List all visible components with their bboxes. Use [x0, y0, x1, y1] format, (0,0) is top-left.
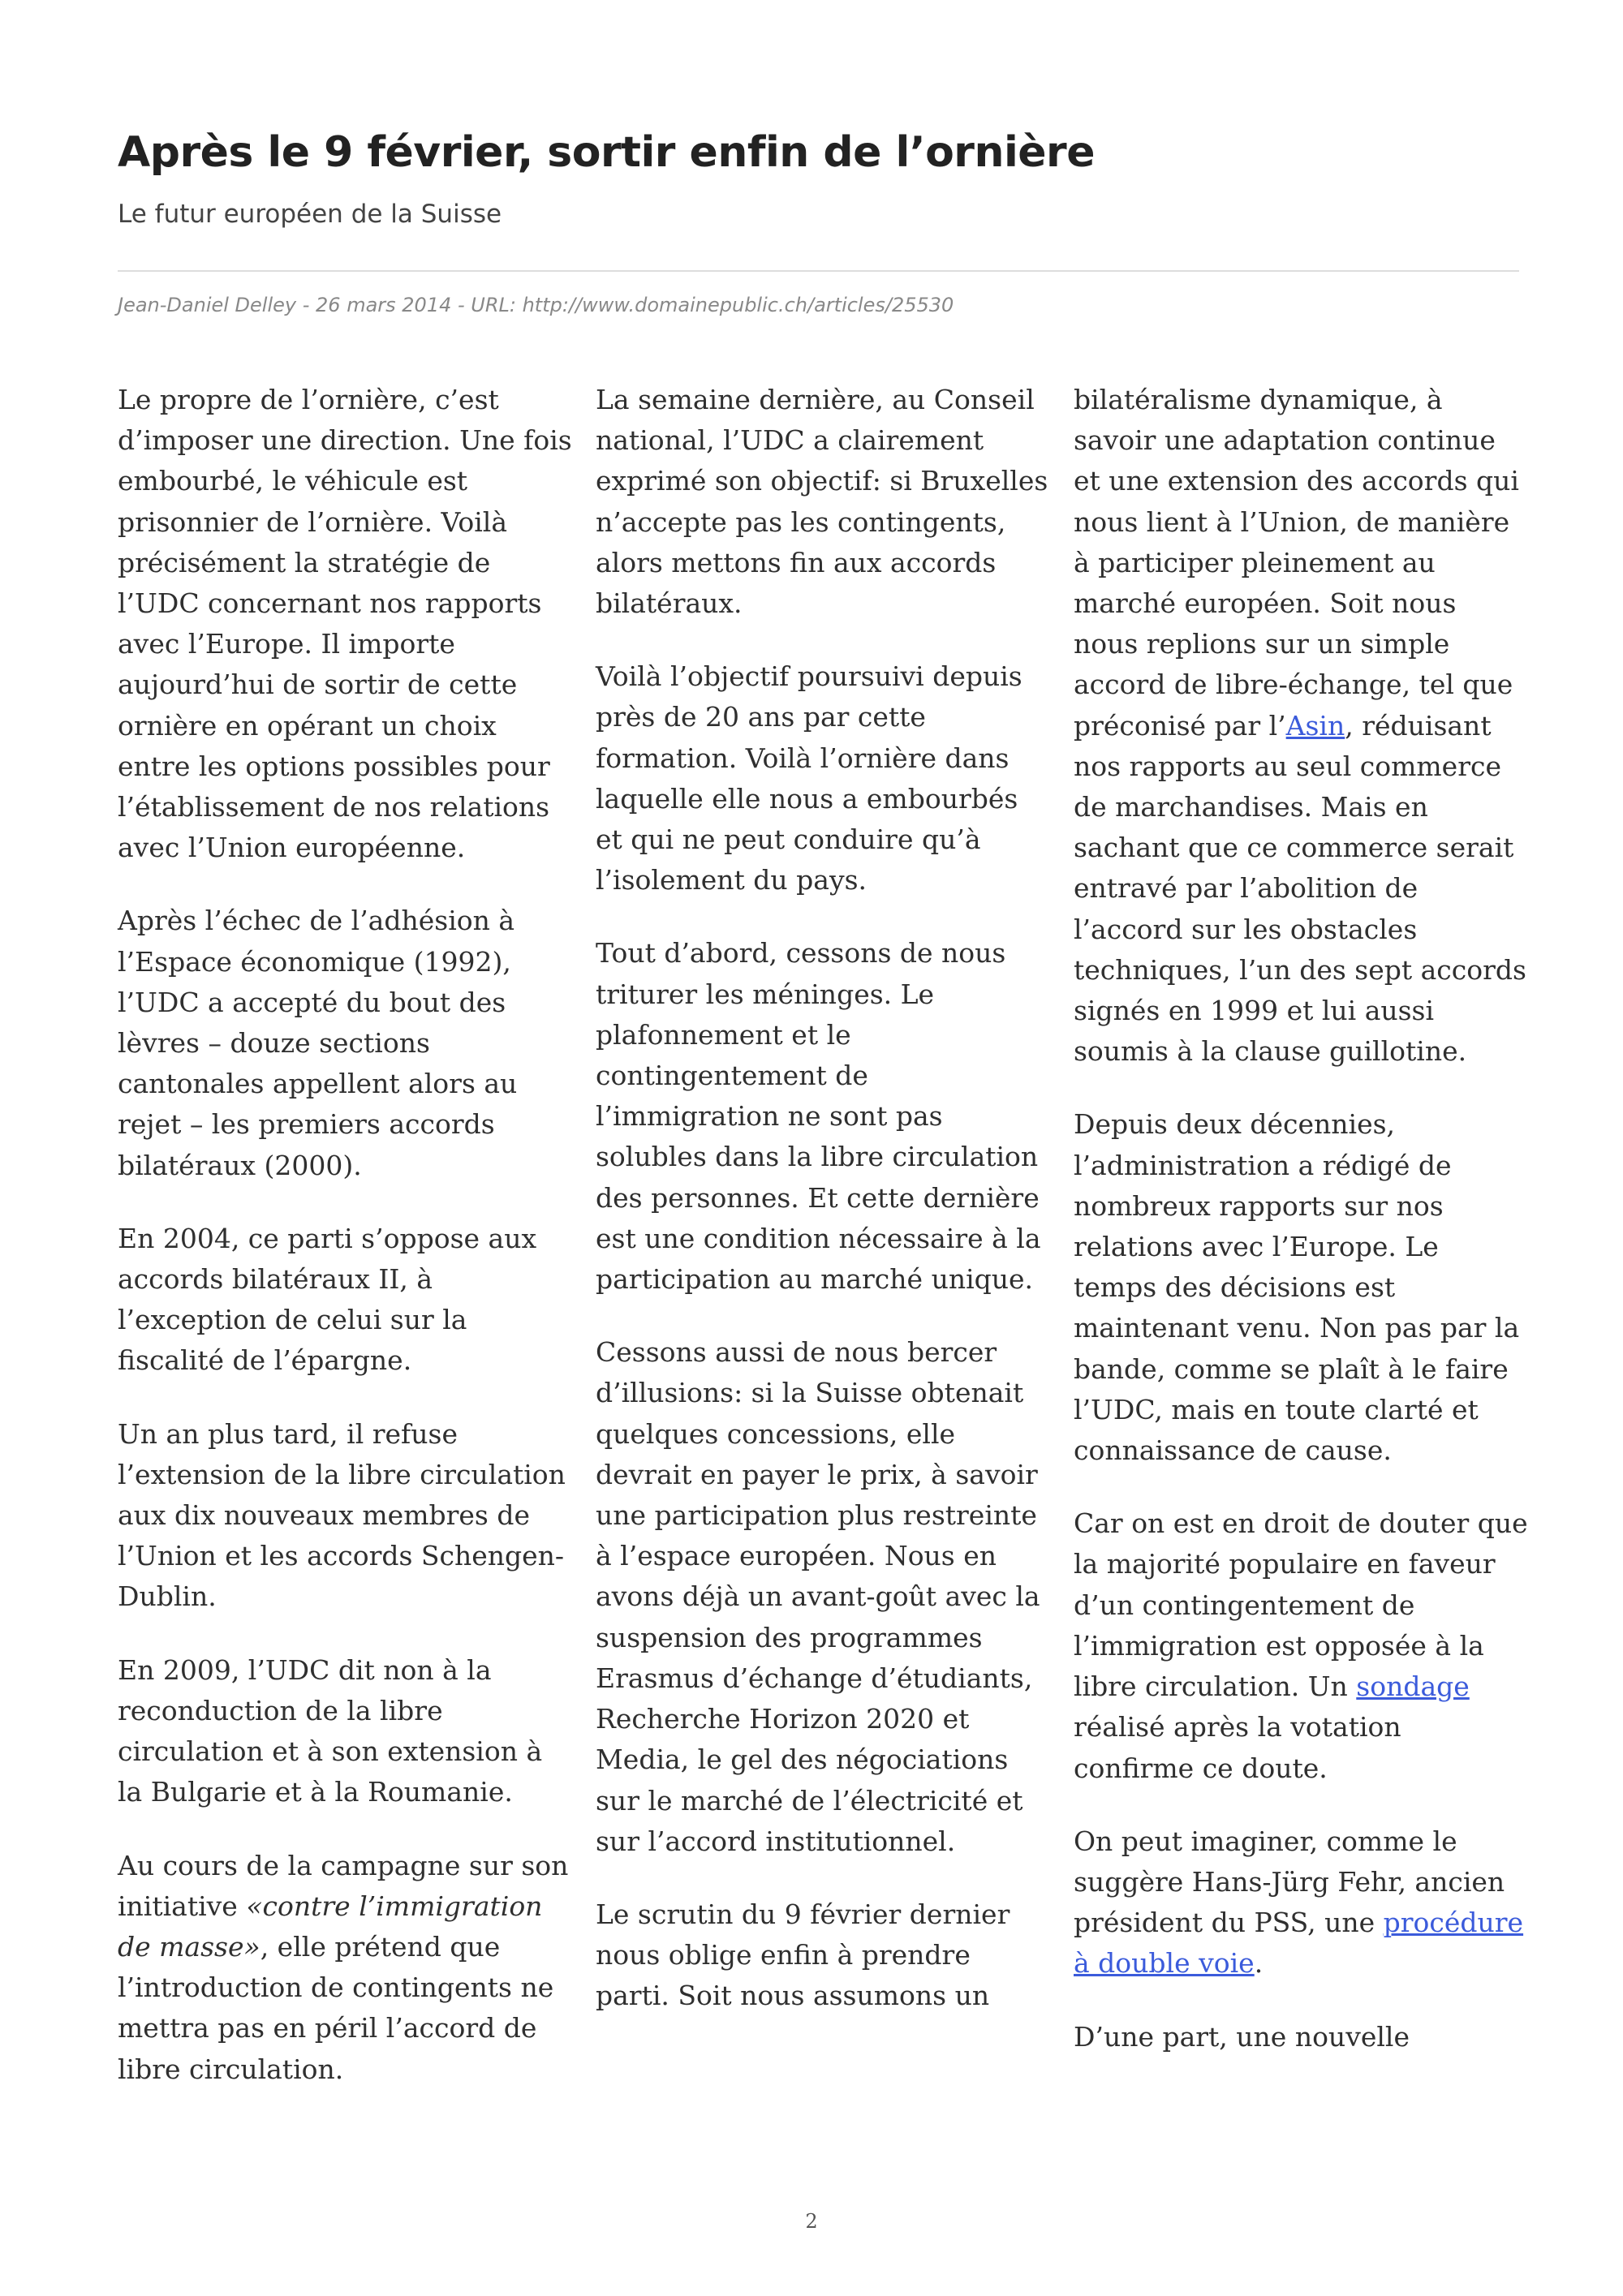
- page-number: 2: [805, 2210, 818, 2233]
- text-run: Car on est en droit de douter que la majorité populaire en faveur d’un contingentement de l’immigration est opposée à la libre circulation. Un: [1074, 1507, 1528, 1703]
- article-title: Après le 9 février, sortir enfin de l’ornière: [118, 128, 1095, 177]
- paragraph: Le propre de l’ornière, c’est d’imposer une direction. Une fois embourbé, le véhicule est prisonnier de l’ornière. Voilà précisément la stratégie de l’UDC concernant nos rapports avec l’Europe. Il importe aujourd’hui de sortir de cette ornière en opérant un choix entre les options possibles pour l’établissement de nos relations avec l’Union européenne.: [118, 384, 572, 864]
- text-column-2: [596, 380, 1050, 2049]
- header-divider: [118, 270, 1519, 272]
- paragraph: [1074, 1821, 1528, 1984]
- asin-link[interactable]: Asin: [1285, 709, 1345, 742]
- paragraph: Cessons aussi de nous bercer d’illusions: si la Suisse obtenait quelques concessions, elle devrait en payer le prix, à savoir une participation plus restreinte à l’espace européen. Nous en avons déjà un avant-goût avec la suspension des programmes Erasmus d’échange d’étudiants, Recherche Horizon 2020 et Media, le gel des négociations sur le marché de l’électricité et sur l’accord institutionnel.: [596, 1336, 1040, 1857]
- paragraph: Depuis deux décennies, l’administration a rédigé de nombreux rapports sur nos relations avec l’Europe. Le temps des décisions est maintenant venu. Non pas par la bande, comme se plaît à le faire l’UDC, mais en toute clarté et connaissance de cause.: [1074, 1108, 1520, 1467]
- paragraph: [1074, 380, 1528, 1072]
- paragraph: Un an plus tard, il refuse l’extension de la libre circulation aux dix nouveaux membres de l’Union et les accords Schengen-Dublin.: [118, 1417, 566, 1613]
- paragraph: [1074, 1503, 1528, 1788]
- paragraph: [118, 1846, 572, 2090]
- text-run: On peut imaginer, comme le suggère Hans-Jürg Fehr, ancien président du PSS, une: [1074, 1825, 1505, 1939]
- text-column-3: [1074, 380, 1528, 2090]
- text-run: , elle prétend que l’introduction de contingents ne mettra pas en péril l’accord de libre circulation.: [118, 1930, 554, 2085]
- text-run: bilatéralisme dynamique, à savoir une adaptation continue et une extension des accords qui nous lient à l’Union, de manière à participer pleinement au marché européen. Soit nous nous replions sur un simple accord de libre-échange, tel que préconisé par l’: [1074, 384, 1519, 742]
- paragraph: D’une part, une nouvelle: [1074, 2020, 1410, 2053]
- paragraph: Tout d’abord, cessons de nous triturer les méninges. Le plafonnement et le contingentement de l’immigration ne sont pas solubles dans la libre circulation des personnes. Et cette dernière est une condition nécessaire à la participation au marché unique.: [596, 937, 1041, 1296]
- text-column-1: [118, 380, 572, 2122]
- article-meta: Jean-Daniel Delley - 26 mars 2014 - URL: http://www.domainepublic.ch/articles/25530: [118, 294, 954, 316]
- text-run: .: [1254, 1947, 1264, 1980]
- paragraph: Voilà l’objectif poursuivi depuis près de 20 ans par cette formation. Voilà l’ornière dans laquelle elle nous a embourbés et qui ne peut conduire qu’à l’isolement du pays.: [596, 660, 1022, 896]
- paragraph: En 2004, ce parti s’oppose aux accords bilatéraux II, à l’exception de celui sur la fiscalité de l’épargne.: [118, 1222, 537, 1377]
- text-run: , réduisant nos rapports au seul commerce de marchandises. Mais en sachant que ce commerce serait entravé par l’abolition de l’accord sur les obstacles techniques, l’un des sept accords signés en 1999 et lui aussi soumis à la clause guillotine.: [1074, 709, 1526, 1068]
- paragraph: La semaine dernière, au Conseil national, l’UDC a clairement exprimé son objectif: si Bruxelles n’accepte pas les contingents, alors mettons fin aux accords bilatéraux.: [596, 384, 1048, 620]
- double-voie-link[interactable]: procédure à double voie: [1074, 1907, 1524, 1980]
- paragraph: Le scrutin du 9 février dernier nous oblige enfin à prendre parti. Soit nous assumons un: [596, 1898, 1010, 2012]
- initiative-name: «contre l’immigration de masse»: [118, 1890, 543, 1963]
- sondage-link[interactable]: sondage: [1356, 1670, 1470, 1703]
- paragraph: Après l’échec de l’adhésion à l’Espace économique (1992), l’UDC a accepté du bout des lèvres – douze sections cantonales appellent alors au rejet – les premiers accords bilatéraux (2000).: [118, 905, 518, 1181]
- article-subtitle: Le futur européen de la Suisse: [118, 200, 502, 229]
- paragraph: En 2009, l’UDC dit non à la reconduction de la libre circulation et à son extension à la Bulgarie et à la Roumanie.: [118, 1653, 543, 1808]
- text-run: réalisé après la votation confirme ce doute.: [1074, 1711, 1401, 1784]
- text-run: Au cours de la campagne sur son initiative: [118, 1849, 569, 1922]
